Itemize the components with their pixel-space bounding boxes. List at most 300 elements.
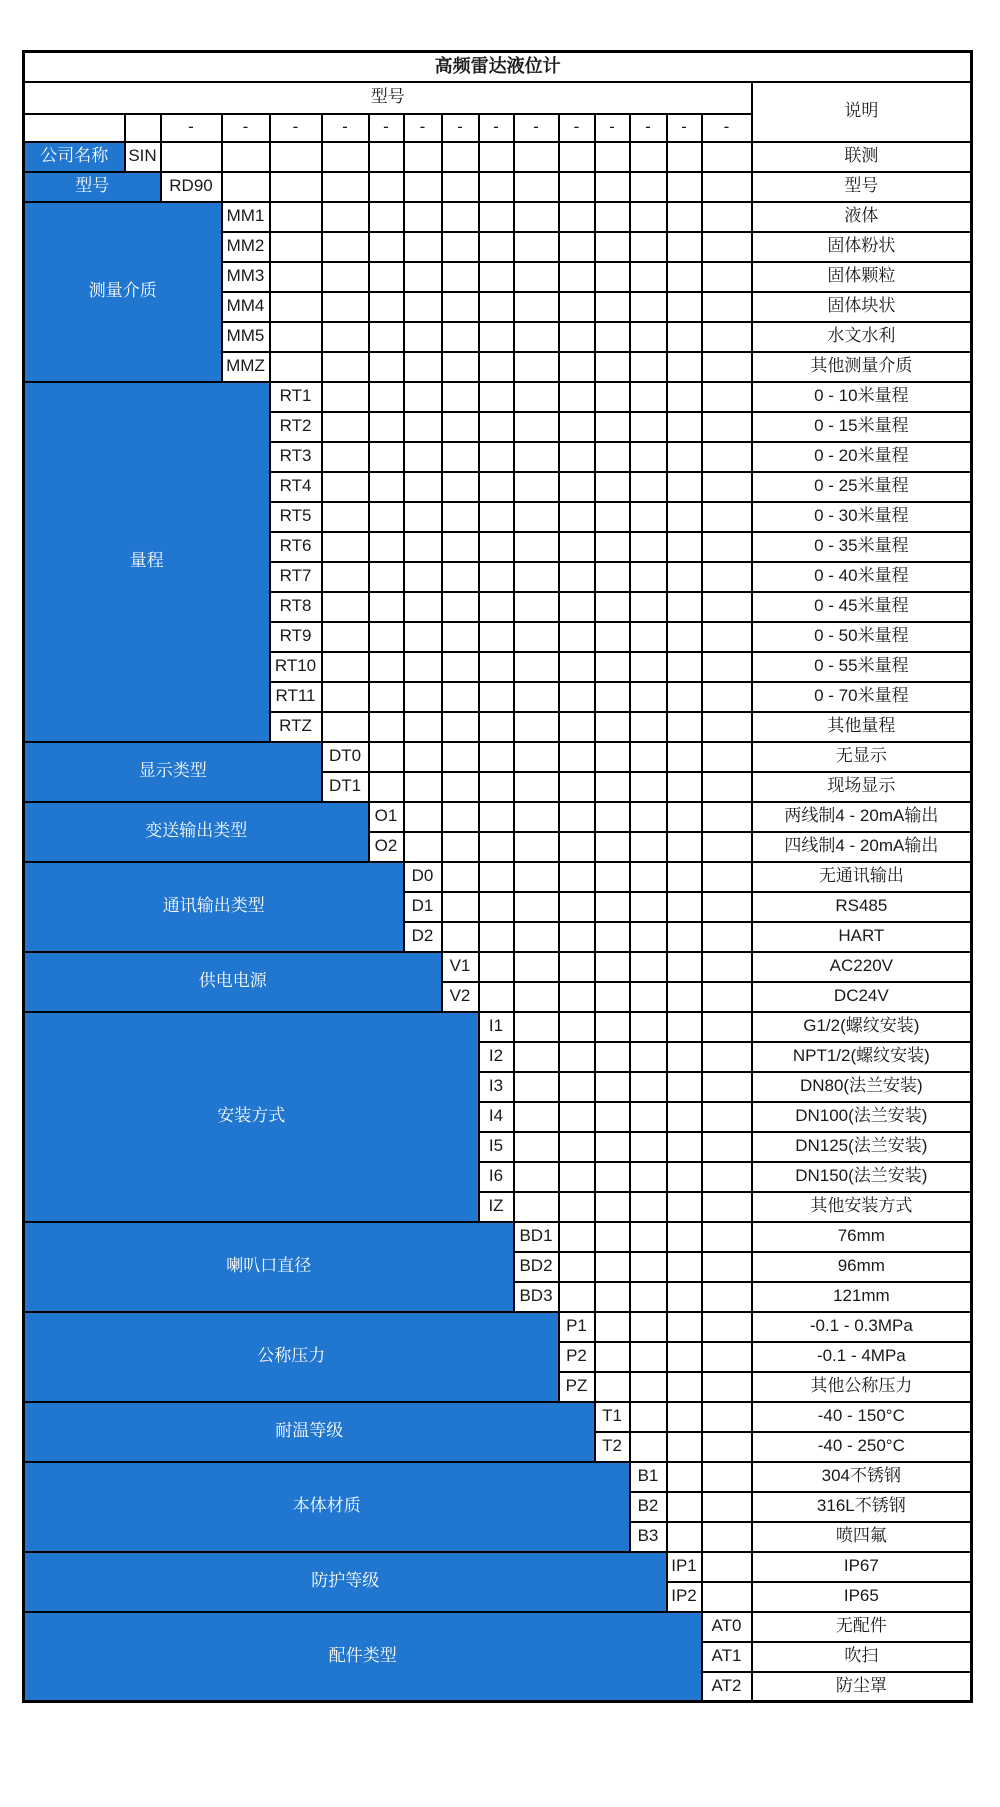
empty-cell: [322, 322, 369, 352]
empty-cell: [559, 862, 595, 892]
empty-cell: [595, 802, 630, 832]
empty-cell: [595, 832, 630, 862]
category-cell: 变送输出类型: [24, 802, 369, 862]
empty-cell: [369, 382, 404, 412]
desc-cell: AC220V: [752, 952, 972, 982]
empty-cell: [630, 712, 667, 742]
empty-cell: [270, 232, 322, 262]
empty-cell: [595, 1372, 630, 1402]
empty-cell: [514, 382, 559, 412]
empty-cell: [442, 772, 479, 802]
empty-cell: [369, 202, 404, 232]
empty-cell: [702, 262, 752, 292]
desc-cell: -0.1 - 4MPa: [752, 1342, 972, 1372]
empty-cell: [479, 652, 514, 682]
empty-cell: [369, 232, 404, 262]
empty-cell: [595, 982, 630, 1012]
empty-cell: [667, 472, 702, 502]
desc-cell: 四线制4 - 20mA输出: [752, 832, 972, 862]
empty-cell: [630, 1342, 667, 1372]
desc-cell: 无显示: [752, 742, 972, 772]
empty-cell: [595, 1342, 630, 1372]
empty-cell: [702, 1402, 752, 1432]
empty-cell: [702, 1342, 752, 1372]
code-cell: RTZ: [270, 712, 322, 742]
empty-cell: [595, 172, 630, 202]
empty-cell: [702, 1192, 752, 1222]
empty-cell: [702, 1432, 752, 1462]
desc-cell: DN150(法兰安装): [752, 1162, 972, 1192]
empty-cell: [270, 142, 322, 172]
empty-cell: [595, 1222, 630, 1252]
page-title: 高频雷达液位计: [24, 52, 972, 82]
empty-cell: [514, 1012, 559, 1042]
code-cell: MM1: [222, 202, 270, 232]
empty-cell: [702, 682, 752, 712]
code-cell: I2: [479, 1042, 514, 1072]
empty-cell: [222, 142, 270, 172]
table-row: [24, 952, 972, 982]
empty-cell: [702, 202, 752, 232]
empty-cell: [442, 862, 479, 892]
empty-cell: [630, 172, 667, 202]
code-cell: RT6: [270, 532, 322, 562]
empty-cell: [702, 952, 752, 982]
empty-cell: [667, 1522, 702, 1552]
empty-cell: [630, 742, 667, 772]
empty-cell: [479, 682, 514, 712]
desc-cell: HART: [752, 922, 972, 952]
desc-cell: 喷四氟: [752, 1522, 972, 1552]
empty-cell: [404, 682, 442, 712]
code-cell: AT0: [702, 1612, 752, 1642]
empty-cell: [702, 292, 752, 322]
table-row: [24, 802, 972, 832]
empty-cell: [630, 502, 667, 532]
empty-cell: [630, 652, 667, 682]
desc-cell: DN80(法兰安装): [752, 1072, 972, 1102]
empty-cell: [442, 412, 479, 442]
empty-cell: [595, 1102, 630, 1132]
empty-cell: [322, 562, 369, 592]
empty-cell: [630, 1252, 667, 1282]
empty-cell: [404, 652, 442, 682]
empty-cell: [667, 202, 702, 232]
empty-cell: [595, 202, 630, 232]
empty-cell: [514, 202, 559, 232]
empty-cell: [667, 1102, 702, 1132]
empty-cell: [702, 502, 752, 532]
empty-cell: [442, 832, 479, 862]
empty-cell: [667, 832, 702, 862]
code-cell: RD90: [161, 172, 222, 202]
desc-cell: 联测: [752, 142, 972, 172]
code-cell: P2: [559, 1342, 595, 1372]
code-cell: MM4: [222, 292, 270, 322]
empty-cell: [322, 292, 369, 322]
empty-cell: [322, 502, 369, 532]
table-row: [24, 1402, 972, 1432]
empty-cell: [630, 952, 667, 982]
model-header: 型号: [24, 82, 752, 114]
empty-cell: [404, 442, 442, 472]
table-row: [24, 742, 972, 772]
empty-cell: [630, 832, 667, 862]
empty-cell: [514, 922, 559, 952]
empty-cell: [702, 172, 752, 202]
empty-cell: [667, 1072, 702, 1102]
empty-cell: [559, 802, 595, 832]
desc-cell: 316L不锈钢: [752, 1492, 972, 1522]
empty-cell: [479, 232, 514, 262]
empty-cell: [595, 652, 630, 682]
empty-cell: [667, 682, 702, 712]
code-cell: SIN: [125, 142, 161, 172]
empty-cell: [667, 1252, 702, 1282]
empty-cell: [702, 1012, 752, 1042]
separator-cell: -: [479, 114, 514, 142]
table-row: [24, 142, 972, 172]
empty-cell: [369, 562, 404, 592]
empty-cell: [630, 1102, 667, 1132]
empty-cell: [595, 292, 630, 322]
code-cell: T2: [595, 1432, 630, 1462]
empty-cell: [702, 1252, 752, 1282]
empty-cell: [702, 982, 752, 1012]
empty-cell: [667, 592, 702, 622]
table-row: [24, 1312, 972, 1342]
empty-cell: [559, 1282, 595, 1312]
empty-cell: [667, 1342, 702, 1372]
separator-cell: -: [270, 114, 322, 142]
category-cell: 供电电源: [24, 952, 442, 1012]
empty-cell: [404, 202, 442, 232]
empty-cell: [24, 114, 125, 142]
empty-cell: [667, 532, 702, 562]
desc-cell: -40 - 150°C: [752, 1402, 972, 1432]
empty-cell: [270, 202, 322, 232]
empty-cell: [369, 352, 404, 382]
empty-cell: [559, 382, 595, 412]
desc-cell: 型号: [752, 172, 972, 202]
empty-cell: [559, 562, 595, 592]
empty-cell: [595, 382, 630, 412]
empty-cell: [514, 802, 559, 832]
empty-cell: [702, 1462, 752, 1492]
category-cell: 测量介质: [24, 202, 222, 382]
empty-cell: [559, 442, 595, 472]
empty-cell: [369, 772, 404, 802]
code-cell: IP1: [667, 1552, 702, 1582]
empty-cell: [630, 1282, 667, 1312]
empty-cell: [404, 562, 442, 592]
empty-cell: [559, 1072, 595, 1102]
empty-cell: [442, 472, 479, 502]
empty-cell: [514, 862, 559, 892]
empty-cell: [559, 982, 595, 1012]
empty-cell: [630, 772, 667, 802]
empty-cell: [667, 262, 702, 292]
code-cell: AT1: [702, 1642, 752, 1672]
desc-cell: 304不锈钢: [752, 1462, 972, 1492]
code-cell: D1: [404, 892, 442, 922]
empty-cell: [479, 922, 514, 952]
empty-cell: [514, 232, 559, 262]
empty-cell: [559, 1012, 595, 1042]
empty-cell: [404, 832, 442, 862]
desc-cell: 0 - 55米量程: [752, 652, 972, 682]
desc-cell: 0 - 25米量程: [752, 472, 972, 502]
empty-cell: [630, 202, 667, 232]
empty-cell: [479, 352, 514, 382]
table-title-row: [24, 52, 972, 82]
desc-cell: DN100(法兰安装): [752, 1102, 972, 1132]
empty-cell: [559, 202, 595, 232]
empty-cell: [667, 952, 702, 982]
empty-cell: [514, 142, 559, 172]
separator-cell: -: [559, 114, 595, 142]
empty-cell: [630, 352, 667, 382]
empty-cell: [667, 862, 702, 892]
code-cell: DT1: [322, 772, 369, 802]
separator-cell: -: [222, 114, 270, 142]
empty-cell: [702, 412, 752, 442]
empty-cell: [702, 832, 752, 862]
empty-cell: [559, 292, 595, 322]
desc-cell: 防尘罩: [752, 1672, 972, 1702]
desc-cell: IP67: [752, 1552, 972, 1582]
empty-cell: [559, 1042, 595, 1072]
empty-cell: [369, 532, 404, 562]
desc-cell: 其他公称压力: [752, 1372, 972, 1402]
empty-cell: [667, 742, 702, 772]
empty-cell: [442, 172, 479, 202]
empty-cell: [369, 322, 404, 352]
empty-cell: [559, 1132, 595, 1162]
empty-cell: [322, 712, 369, 742]
desc-cell: 0 - 35米量程: [752, 532, 972, 562]
desc-cell: 0 - 40米量程: [752, 562, 972, 592]
empty-cell: [442, 592, 479, 622]
separator-cell: -: [369, 114, 404, 142]
empty-cell: [514, 532, 559, 562]
empty-cell: [595, 712, 630, 742]
empty-cell: [479, 742, 514, 772]
empty-cell: [479, 142, 514, 172]
empty-cell: [702, 1312, 752, 1342]
empty-cell: [630, 682, 667, 712]
empty-cell: [667, 562, 702, 592]
code-cell: RT11: [270, 682, 322, 712]
empty-cell: [322, 412, 369, 442]
empty-cell: [442, 622, 479, 652]
empty-cell: [702, 892, 752, 922]
code-cell: I1: [479, 1012, 514, 1042]
category-cell: 本体材质: [24, 1462, 630, 1552]
empty-cell: [667, 652, 702, 682]
code-cell: DT0: [322, 742, 369, 772]
code-cell: RT9: [270, 622, 322, 652]
empty-cell: [479, 772, 514, 802]
empty-cell: [702, 922, 752, 952]
empty-cell: [595, 1072, 630, 1102]
desc-cell: DC24V: [752, 982, 972, 1012]
empty-cell: [404, 802, 442, 832]
desc-cell: -40 - 250°C: [752, 1432, 972, 1462]
empty-cell: [322, 172, 369, 202]
empty-cell: [559, 322, 595, 352]
empty-cell: [479, 802, 514, 832]
empty-cell: [702, 1552, 752, 1582]
empty-cell: [442, 322, 479, 352]
category-cell: 通讯输出类型: [24, 862, 404, 952]
empty-cell: [702, 712, 752, 742]
empty-cell: [667, 922, 702, 952]
empty-cell: [514, 562, 559, 592]
empty-cell: [514, 652, 559, 682]
empty-cell: [667, 1132, 702, 1162]
empty-cell: [442, 442, 479, 472]
table-row: [24, 1552, 972, 1582]
empty-cell: [702, 622, 752, 652]
separator-cell: -: [630, 114, 667, 142]
empty-cell: [559, 412, 595, 442]
empty-cell: [559, 262, 595, 292]
empty-cell: [667, 1282, 702, 1312]
empty-cell: [667, 232, 702, 262]
empty-cell: [479, 502, 514, 532]
empty-cell: [369, 262, 404, 292]
empty-cell: [595, 1162, 630, 1192]
category-cell: 喇叭口直径: [24, 1222, 514, 1312]
empty-cell: [595, 322, 630, 352]
desc-cell: -0.1 - 0.3MPa: [752, 1312, 972, 1342]
code-cell: I3: [479, 1072, 514, 1102]
empty-cell: [514, 1042, 559, 1072]
empty-cell: [630, 802, 667, 832]
empty-cell: [667, 772, 702, 802]
empty-cell: [514, 262, 559, 292]
empty-cell: [702, 1132, 752, 1162]
empty-cell: [630, 442, 667, 472]
empty-cell: [630, 622, 667, 652]
empty-cell: [630, 592, 667, 622]
empty-cell: [514, 172, 559, 202]
empty-cell: [404, 472, 442, 502]
desc-cell: 76mm: [752, 1222, 972, 1252]
empty-cell: [559, 742, 595, 772]
desc-cell: 液体: [752, 202, 972, 232]
empty-cell: [559, 772, 595, 802]
code-cell: V2: [442, 982, 479, 1012]
empty-cell: [442, 802, 479, 832]
empty-cell: [479, 472, 514, 502]
empty-cell: [702, 1282, 752, 1312]
empty-cell: [369, 682, 404, 712]
empty-cell: [442, 742, 479, 772]
empty-cell: [559, 652, 595, 682]
empty-cell: [404, 382, 442, 412]
empty-cell: [322, 262, 369, 292]
empty-cell: [559, 172, 595, 202]
empty-cell: [322, 622, 369, 652]
empty-cell: [479, 982, 514, 1012]
code-cell: O2: [369, 832, 404, 862]
desc-cell: 固体块状: [752, 292, 972, 322]
separator-cell: -: [322, 114, 369, 142]
empty-cell: [595, 1312, 630, 1342]
empty-cell: [442, 262, 479, 292]
empty-cell: [559, 472, 595, 502]
empty-cell: [514, 412, 559, 442]
empty-cell: [442, 652, 479, 682]
empty-cell: [479, 322, 514, 352]
empty-cell: [404, 262, 442, 292]
empty-cell: [595, 472, 630, 502]
empty-cell: [322, 382, 369, 412]
separator-cell: -: [702, 114, 752, 142]
empty-cell: [630, 1402, 667, 1432]
empty-cell: [479, 442, 514, 472]
desc-cell: 0 - 20米量程: [752, 442, 972, 472]
empty-cell: [479, 562, 514, 592]
desc-cell: 其他安装方式: [752, 1192, 972, 1222]
code-cell: I6: [479, 1162, 514, 1192]
desc-cell: 吹扫: [752, 1642, 972, 1672]
empty-cell: [630, 142, 667, 172]
empty-cell: [514, 622, 559, 652]
empty-cell: [595, 562, 630, 592]
empty-cell: [369, 412, 404, 442]
empty-cell: [479, 412, 514, 442]
empty-cell: [479, 592, 514, 622]
empty-cell: [667, 1162, 702, 1192]
empty-cell: [630, 292, 667, 322]
empty-cell: [630, 1312, 667, 1342]
empty-cell: [630, 412, 667, 442]
table-row: [24, 172, 972, 202]
empty-cell: [630, 1012, 667, 1042]
code-cell: BD2: [514, 1252, 559, 1282]
category-cell: 配件类型: [24, 1612, 702, 1702]
empty-cell: [630, 1432, 667, 1462]
desc-cell: DN125(法兰安装): [752, 1132, 972, 1162]
empty-cell: [595, 502, 630, 532]
empty-cell: [270, 172, 322, 202]
empty-cell: [479, 862, 514, 892]
code-cell: MM2: [222, 232, 270, 262]
desc-cell: 96mm: [752, 1252, 972, 1282]
empty-cell: [270, 262, 322, 292]
empty-cell: [702, 142, 752, 172]
empty-cell: [514, 1132, 559, 1162]
code-cell: MMZ: [222, 352, 270, 382]
desc-cell: 无配件: [752, 1612, 972, 1642]
empty-cell: [559, 622, 595, 652]
empty-cell: [322, 352, 369, 382]
empty-cell: [702, 442, 752, 472]
empty-cell: [404, 592, 442, 622]
separator-cell: -: [595, 114, 630, 142]
category-cell: 公称压力: [24, 1312, 559, 1402]
empty-cell: [702, 322, 752, 352]
empty-cell: [595, 1132, 630, 1162]
desc-cell: G1/2(螺纹安装): [752, 1012, 972, 1042]
code-cell: BD3: [514, 1282, 559, 1312]
empty-cell: [595, 442, 630, 472]
empty-cell: [404, 412, 442, 442]
empty-cell: [322, 472, 369, 502]
